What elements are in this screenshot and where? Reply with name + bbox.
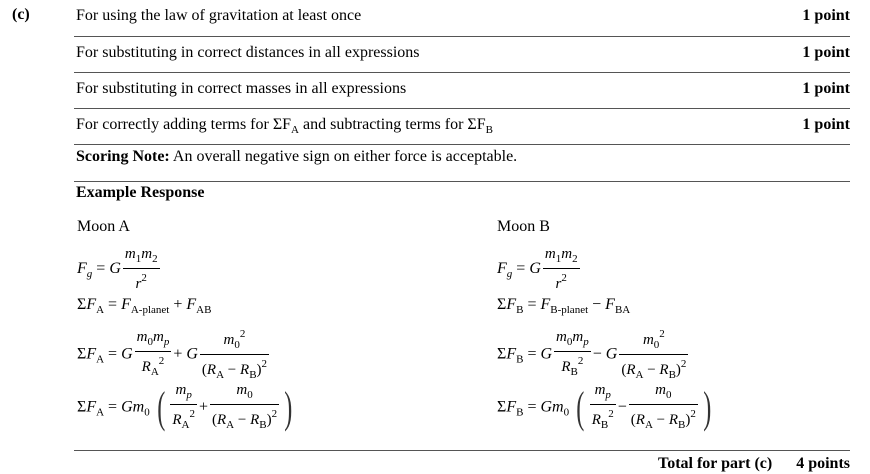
moon-a-eq-3: $\Sigma F_A = G$ $\frac{m_0m_p}{R_A^2}$ + G $\frac{m_0^2}{(R_A - R_B)^2}$ [77,326,271,384]
moon-b-eq-4: $\Sigma F_B = Gm_0$ ( $\frac{m_p}{R_B^2}$ − $\frac{m_0}{(R_A - R_B)^2}$ ) [497,382,712,432]
row-text: For substituting in correct masses in all expressions [76,80,407,97]
moon-b-eq-2: $\Sigma F_B = F_{B-planet} - F_{BA}$ [497,296,631,316]
row-text: For substituting in correct distances in all expressions [76,44,420,61]
moon-a-eq-1: $F_g = G$ $\frac{m_1m_2}{r^2}$ [77,246,158,292]
total-row [634,455,850,473]
scoring-row [74,0,850,37]
moon-a-eq-2: $\Sigma F_A = F_{A-planet} + F_{AB}$ [77,296,212,316]
row-points: 1 point [802,44,850,61]
row-text: For correctly adding terms for $\Sigma F_A$ and subtracting terms for $\Sigma F_B$ [76,116,493,136]
scoring-note-text: An overall negative sign on either force is acceptable. [169,148,518,165]
moon-a-eq-4: $\Sigma F_A = Gm_0$ ( $\frac{m_p}{R_A^2}$ + $\frac{m_0}{(R_A - R_B)^2}$ ) [77,382,293,432]
row-points: 1 point [802,80,850,97]
row-text-mid: and subtracting terms for [299,116,468,133]
scoring-note [76,148,517,166]
scoring-rows [74,0,850,145]
scoring-row [74,37,850,73]
total-label: Total for part (c) [658,455,773,472]
moon-a-title: Moon A [77,218,130,235]
row-text-prefix: For correctly adding terms for [76,116,273,133]
moon-b-title: Moon B [497,218,550,235]
divider [74,450,850,451]
example-title: Example Response [76,184,205,201]
row-points: 1 point [802,7,850,24]
scoring-row [74,73,850,109]
scoring-row [74,109,850,145]
moon-b-eq-1: $F_g = G$ $\frac{m_1m_2}{r^2}$ [497,246,578,292]
total-points: 4 points [796,455,850,472]
moon-b-eq-3: $\Sigma F_B = G$ $\frac{m_0m_p}{R_B^2}$ − G $\frac{m_0^2}{(R_A - R_B)^2}$ [497,326,690,384]
divider [74,181,850,182]
scoring-note-label: Scoring Note: [76,148,170,165]
row-text: For using the law of gravitation at least once [76,7,362,24]
row-points: 1 point [802,116,850,133]
part-label: (c) [12,6,30,23]
